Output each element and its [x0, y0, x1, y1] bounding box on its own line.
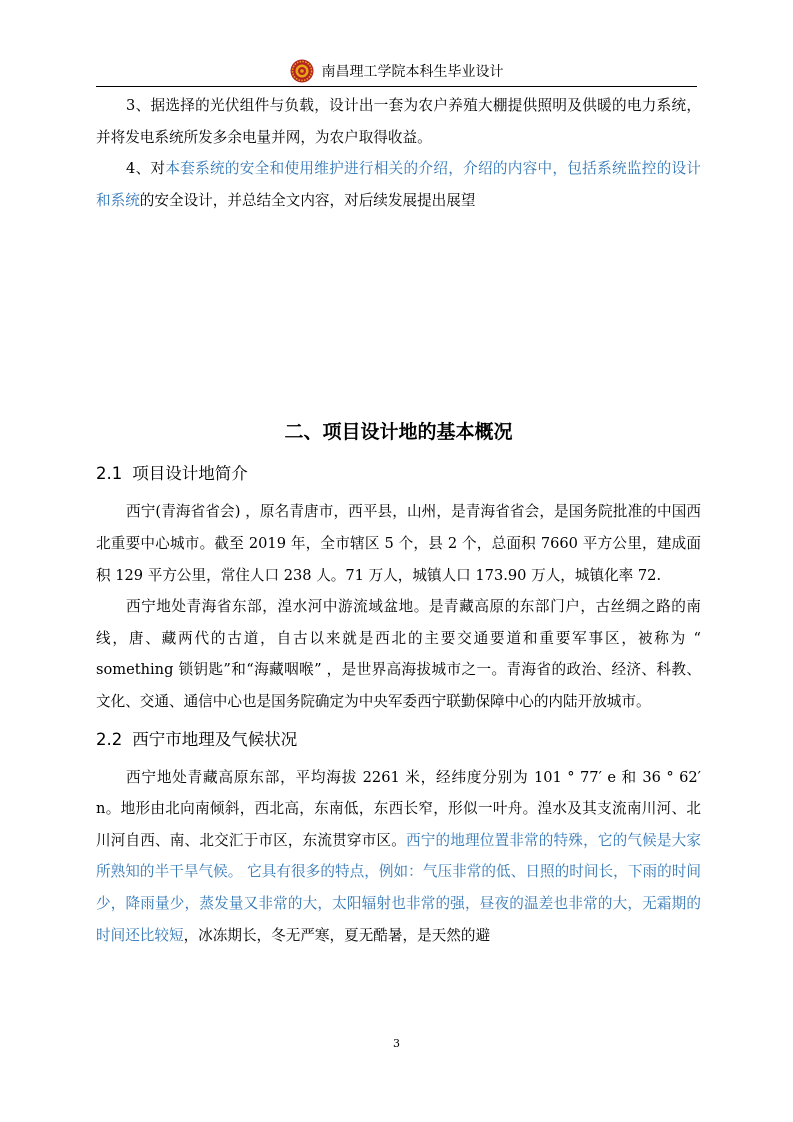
page-body	[96, 90, 701, 951]
paragraph-tail: ，冰冻期长，冬无严寒，夏无酷暑，是天然的避	[183, 926, 491, 944]
page-number: 3	[393, 1037, 400, 1050]
section-title: 西宁市地理及气候状况	[132, 729, 298, 749]
header-title: 南昌理工学院本科生毕业设计	[321, 64, 504, 80]
blank-space	[96, 216, 701, 412]
paragraph	[96, 762, 701, 952]
chapter-title: 二、项目设计地的基本概况	[284, 421, 513, 444]
section-title: 项目设计地简介	[132, 464, 248, 484]
paragraph: 西宁(青海省省会) ，原名青唐市，西平县，山州，是青海省省会，是国务院批准的中国西北重要中心城市。截至 2019 年，全市辖区 5 个，县 2 个，总面积 7660 平方公里，建成面积 129 平方公里，常住人口 238 人。71 万人，城镇人口 173.90 万人，城镇化率 72.	[96, 503, 701, 584]
page-header	[96, 58, 697, 86]
section-number: 2.1	[96, 464, 123, 484]
list-item-4-suffix: 的安全设计，并总结全文内容，对后续发展提出展望	[139, 191, 476, 209]
list-item-4	[96, 153, 701, 216]
paragraph-plain: 西宁地处青藏高原东部，平均海拔 2261 米，经纬度分别为 101 ° 77′ e 和 36 ° 62′ n。地形由北向南倾斜，西北高，东南低，东西长窄，形似一叶舟。湟水及其支流南川河、北川河自西、南、北交汇于市区，东流贯穿市区。	[96, 768, 701, 849]
university-logo-icon	[290, 59, 314, 83]
list-item-4-prefix: 4、对	[126, 160, 166, 178]
section-heading-2-1	[96, 452, 701, 496]
section-number: 2.2	[96, 729, 123, 749]
paragraph: 西宁地处青海省东部，湟水河中游流域盆地。是青藏高原的东部门户，古丝绸之路的南线，唐、藏两代的古道，自古以来就是西北的主要交通要道和重要军事区，被称为 “ something 锁钥匙”和“海藏咽喉” ，是世界高海拔城市之一。青海省的政治、经济、科教、文化、交通、通信中心也是国务院确定为中央军委西宁联勤保障中心的内陆开放城市。	[96, 598, 701, 710]
paragraph-highlight: 西宁的地理位置非常的特殊，它的气候是大家所熟知的半干旱气候。 它具有很多的特点，例如：气压非常的低、日照的时间长，下雨的时间少，降雨量少，蒸发量又非常的大，太阳辐射也非常的强，昼夜的温差也非常的大，无霜期的时间还比较短	[96, 831, 701, 944]
list-item-4-highlight: 本套系统的安全和使用维护进行相关的介绍，介绍的内容中，包括系统监控的设计和系统	[96, 160, 701, 209]
header-rule	[96, 86, 697, 87]
list-item-3: 3、据选择的光伏组件与负载，设计出一套为农户养殖大棚提供照明及供暖的电力系统，并将发电系统所发多余电量并网，为农户取得收益。	[96, 97, 701, 146]
section-heading-2-2	[96, 718, 701, 762]
